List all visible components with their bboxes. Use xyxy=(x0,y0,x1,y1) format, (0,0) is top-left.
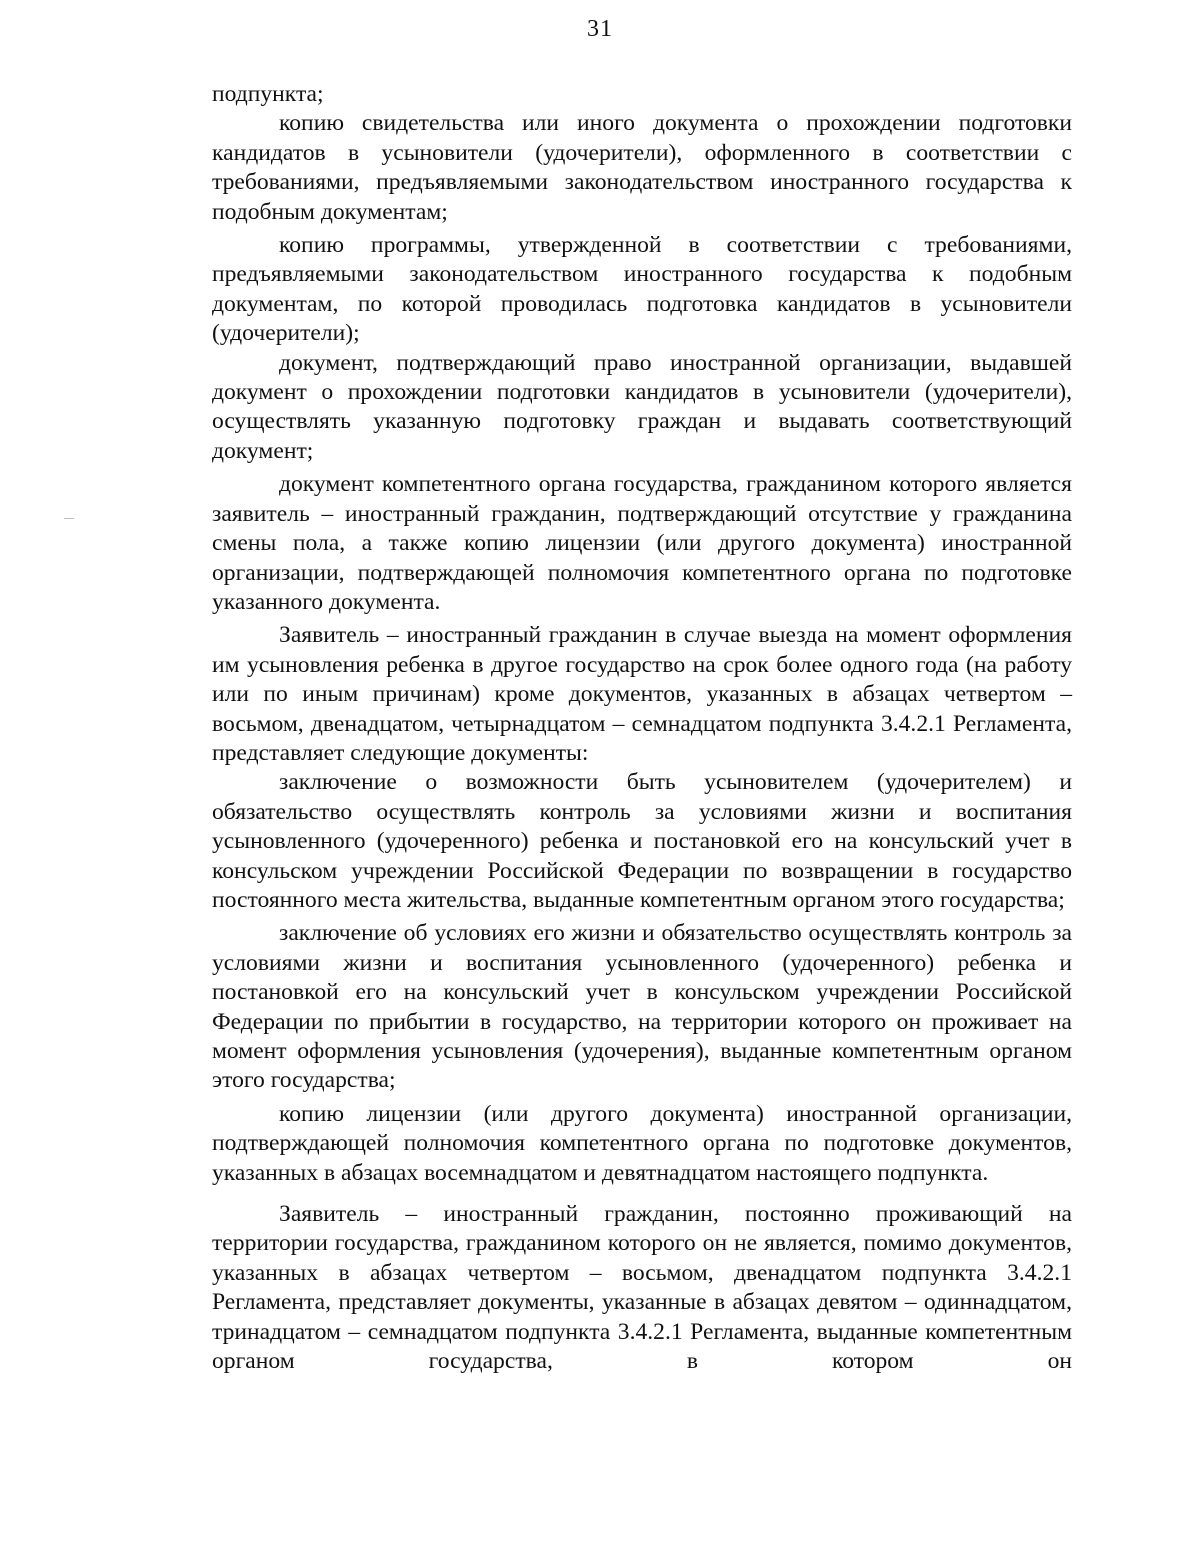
document-body xyxy=(212,80,1072,1376)
margin-scan-mark xyxy=(64,518,74,519)
paragraph-training-certificate: копию свидетельства или иного документа о прохождении подготовки кандидатов в усыновители (удочерители), оформленного в соответствии с требованиями, предъявляемыми законодательством иностранного государства к подобным документам; xyxy=(212,110,1072,225)
paragraph-continuation: подпункта; xyxy=(212,81,324,107)
paragraph-applicant-departure: Заявитель – иностранный гражданин в случае выезда на момент оформления им усыновления ребенка в другое государство на срок более одного года (на работу или по иным причинам) кроме документов, указанных в абзацах четвертом – восьмом, двенадцатом, четырнадцатом – семнадцатом подпункта 3.4.2.1 Регламента, представляет следующие документы: xyxy=(212,622,1072,766)
paragraph-organization-right: документ, подтверждающий право иностранной организации, выдавшей документ о прохождении подготовки кандидатов в усыновители (удочерители), осуществлять указанную подготовку граждан и выдавать соответствующий документ; xyxy=(212,349,1072,464)
paragraph-living-conditions: заключение об условиях его жизни и обязательство осуществлять контроль за условиями жизни и воспитания усыновленного (удочеренного) ребенка и постановкой его на консульский учет в консульском учреждении Российской Федерации по прибытии в государство, на территории которого он проживает на момент оформления усыновления (удочерения), выданные компетентным органом этого государства; xyxy=(212,920,1072,1094)
paragraph-permanent-resident: Заявитель – иностранный гражданин, постоянно проживающий на территории государства, гражданином которого он не является, помимо документов, указанных в абзацах четвертом – восьмом, двенадцатом подпункта 3.4.2.1 Регламента, представляет документы, указанные в абзацах девятом – одиннадцатом, тринадцатом – семнадцатом подпункта 3.4.2.1 Регламента, выданные компетентным органом государства, в котором он xyxy=(212,1201,1072,1375)
paragraph-license-copy: копию лицензии (или другого документа) иностранной организации, подтверждающей полномочия компетентного органа по подготовке документов, указанных в абзацах восемнадцатом и девятнадцатом настоящего подпункта. xyxy=(212,1100,1072,1186)
paragraph-training-program: копию программы, утвержденной в соответствии с требованиями, предъявляемыми законодательством иностранного государства к подобным документам, по которой проводилась подготовка кандидатов в усыновители (удочерители); xyxy=(212,232,1072,347)
paragraph-adoption-conclusion: заключение о возможности быть усыновителем (удочерителем) и обязательство осуществлять контроль за условиями жизни и воспитания усыновленного (удочеренного) ребенка и постановкой его на консульский учет в консульском учреждении Российской Федерации по возвращении в государство постоянного места жительства, выданные компетентным органом этого государства; xyxy=(212,769,1072,913)
page-number: 31 xyxy=(587,16,613,42)
paragraph-gender-confirmation: документ компетентного органа государства, гражданином которого является заявитель – иностранный гражданин, подтверждающий отсутствие у гражданина смены пола, а также копию лицензии (или другого документа) иностранной организации, подтверждающей полномочия компетентного органа по подготовке указанного документа. xyxy=(212,471,1072,615)
